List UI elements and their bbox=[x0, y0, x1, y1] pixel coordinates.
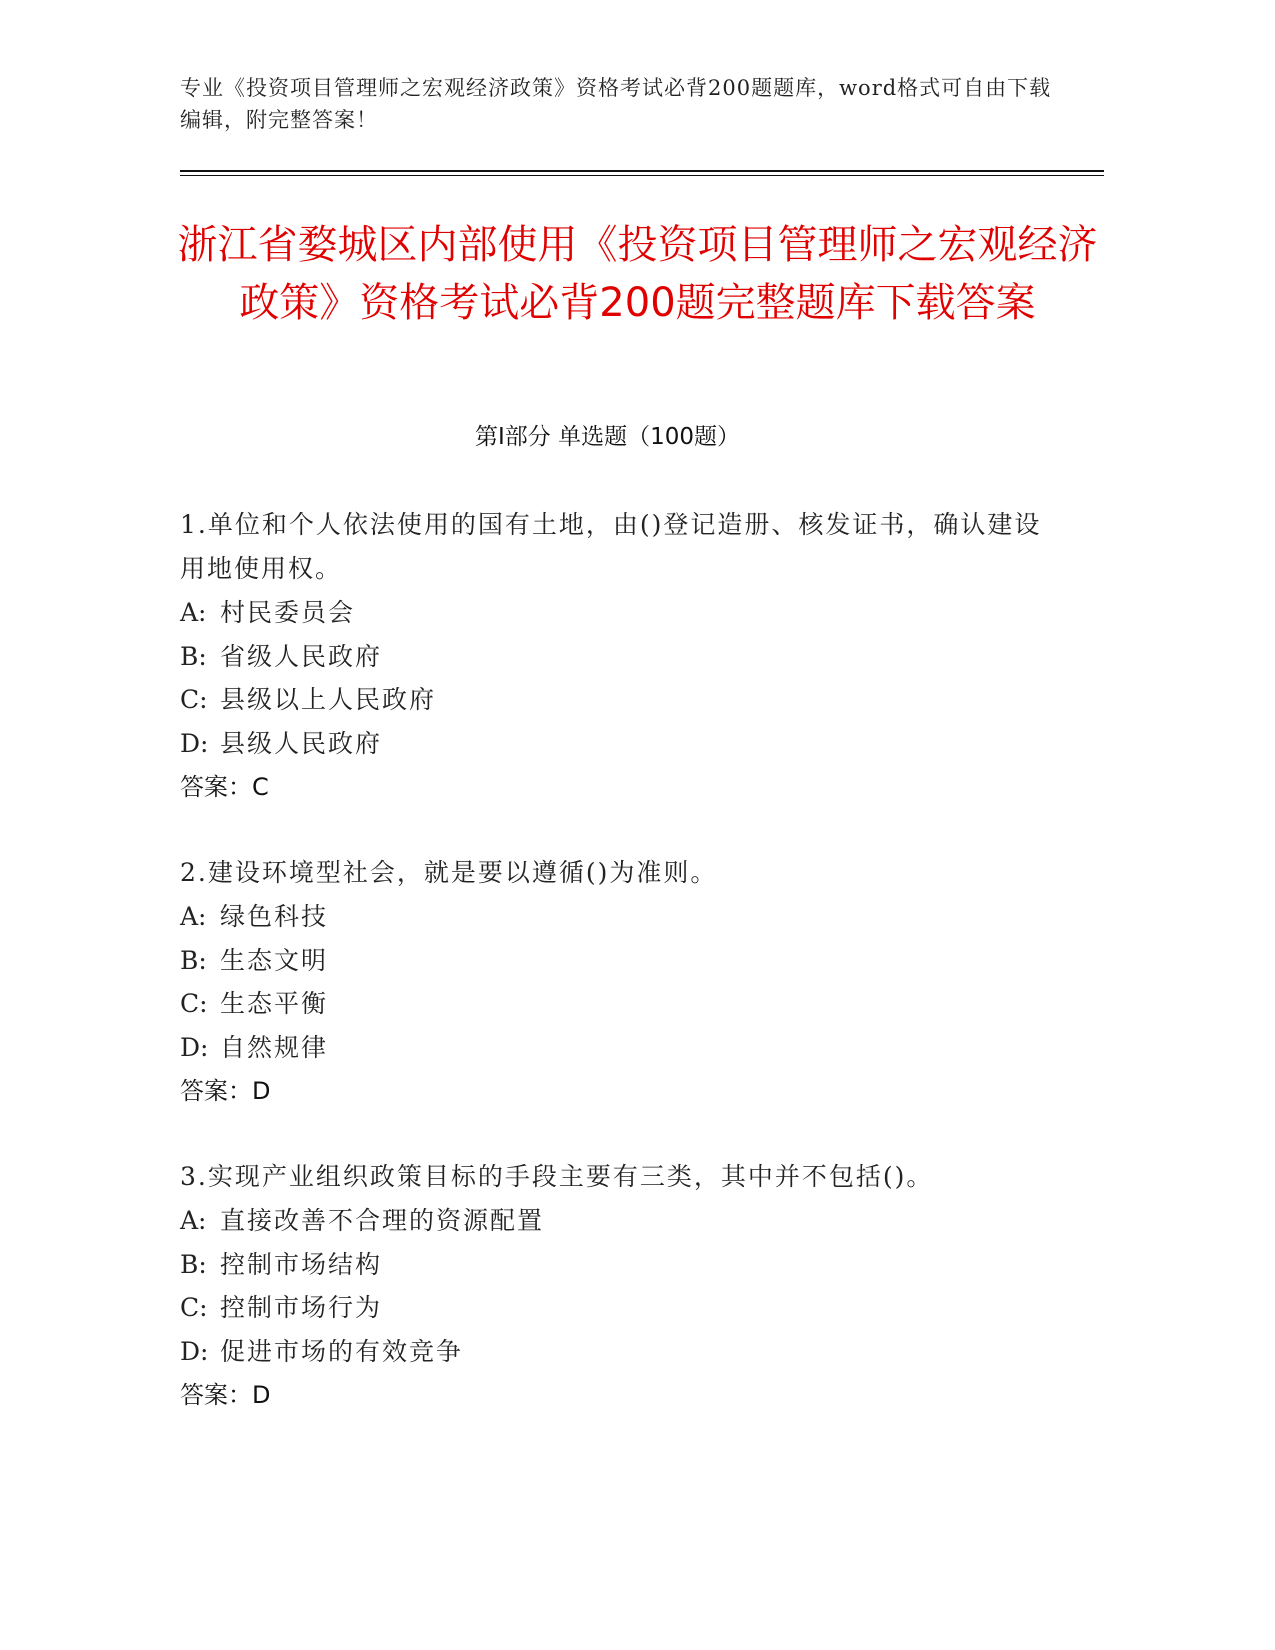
option-text: 县级以上人民政府 bbox=[220, 685, 437, 714]
option-letter: D: bbox=[180, 728, 209, 758]
option-text: 村民委员会 bbox=[220, 598, 356, 627]
option-letter: A: bbox=[180, 598, 207, 627]
question-1 bbox=[180, 503, 1060, 809]
option-letter: D: bbox=[180, 1032, 209, 1062]
option-text: 生态文明 bbox=[220, 945, 329, 975]
header-note: 专业《投资项目管理师之宏观经济政策》资格考试必背200题题库，word格式可自由下载编辑，附完整答案！ bbox=[180, 76, 1052, 132]
question-stem: 3.实现产业组织政策目标的手段主要有三类，其中并不包括()。 bbox=[180, 1162, 934, 1191]
document-title: 浙江省婺城区内部使用《投资项目管理师之宏观经济政策》资格考试必背200题完整题库下载答案 bbox=[177, 222, 1098, 326]
option-d bbox=[180, 1330, 1060, 1374]
option-letter: A: bbox=[180, 1206, 207, 1235]
question-2 bbox=[180, 851, 1060, 1113]
option-letter: C: bbox=[180, 685, 208, 714]
option-text: 控制市场结构 bbox=[220, 1249, 383, 1279]
option-text: 自然规律 bbox=[220, 1032, 329, 1062]
option-a bbox=[180, 591, 1060, 635]
section-title: 第I部分 单选题（100题） bbox=[475, 424, 740, 450]
option-a bbox=[180, 895, 1060, 939]
option-c bbox=[180, 678, 1060, 722]
option-letter: B: bbox=[180, 1249, 207, 1279]
option-letter: B: bbox=[180, 641, 207, 671]
option-b bbox=[180, 939, 1060, 983]
option-text: 县级人民政府 bbox=[220, 728, 383, 758]
option-letter: C: bbox=[180, 989, 208, 1018]
question-list bbox=[180, 503, 1060, 1459]
option-b bbox=[180, 1243, 1060, 1287]
option-text: 直接改善不合理的资源配置 bbox=[220, 1206, 545, 1235]
option-d bbox=[180, 722, 1060, 766]
option-text: 促进市场的有效竞争 bbox=[220, 1336, 464, 1366]
option-d bbox=[180, 1026, 1060, 1070]
option-letter: A: bbox=[180, 902, 207, 931]
answer-line: 答案：C bbox=[180, 773, 269, 801]
question-stem: 2.建设环境型社会，就是要以遵循()为准则。 bbox=[180, 858, 718, 887]
header-rule-thin bbox=[180, 175, 1104, 176]
option-letter: C: bbox=[180, 1293, 208, 1322]
option-text: 生态平衡 bbox=[220, 989, 329, 1018]
option-text: 绿色科技 bbox=[220, 902, 329, 931]
option-c bbox=[180, 1286, 1060, 1330]
question-stem: 1.单位和个人依法使用的国有土地，由()登记造册、核发证书，确认建设用地使用权。 bbox=[180, 510, 1042, 583]
option-text: 控制市场行为 bbox=[220, 1293, 383, 1322]
question-3 bbox=[180, 1155, 1060, 1417]
option-text: 省级人民政府 bbox=[220, 641, 383, 671]
option-b bbox=[180, 635, 1060, 679]
option-a bbox=[180, 1199, 1060, 1243]
answer-line: 答案：D bbox=[180, 1381, 271, 1409]
answer-line: 答案：D bbox=[180, 1077, 271, 1105]
option-letter: B: bbox=[180, 945, 207, 975]
option-c bbox=[180, 982, 1060, 1026]
header-rule-thick bbox=[180, 170, 1104, 172]
option-letter: D: bbox=[180, 1336, 209, 1366]
